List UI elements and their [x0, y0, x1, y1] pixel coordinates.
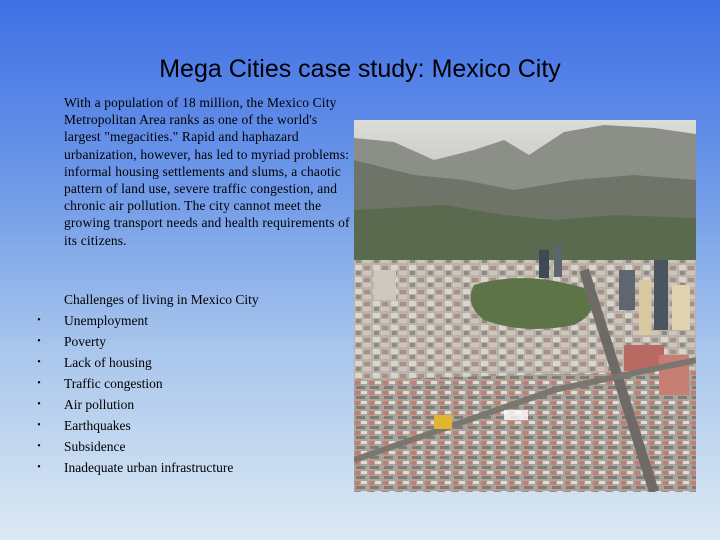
bullet-icon: • [37, 378, 41, 389]
challenge-label: Earthquakes [64, 418, 131, 433]
challenges-heading: Challenges of living in Mexico City [64, 292, 259, 307]
challenge-item [34, 459, 233, 480]
bullet-icon: • [37, 315, 41, 326]
bullet-icon: • [37, 399, 41, 410]
bullet-icon: • [37, 336, 41, 347]
challenge-item [34, 354, 233, 375]
challenges-list [34, 312, 233, 480]
intro-paragraph: With a population of 18 million, the Mexico City Metropolitan Area ranks as one of the world's largest "megacities." Rapid and haphazard urbanization, however, has led to myriad problems: informal housing settlements and slums, a chaotic pattern of land use, severe traffic congestion, and chronic air pollution. The city cannot meet the growing transport needs and health requirements of its citizens. [64, 95, 350, 248]
challenge-item [34, 333, 233, 354]
challenge-item [34, 375, 233, 396]
challenge-label: Subsidence [64, 439, 126, 454]
bullet-icon: • [37, 462, 41, 473]
mexico-city-aerial-photo [354, 120, 696, 492]
challenge-item [34, 396, 233, 417]
challenge-label: Unemployment [64, 313, 148, 328]
challenge-label: Inadequate urban infrastructure [64, 460, 234, 475]
challenge-item [34, 438, 233, 459]
challenge-item [34, 417, 233, 438]
challenge-item [34, 312, 233, 333]
challenge-label: Air pollution [64, 397, 135, 412]
challenge-label: Poverty [64, 334, 106, 349]
slide-title: Mega Cities case study: Mexico City [159, 55, 561, 83]
bullet-icon: • [37, 441, 41, 452]
challenge-label: Traffic congestion [64, 376, 163, 391]
challenge-label: Lack of housing [64, 355, 152, 370]
bullet-icon: • [37, 420, 41, 431]
bullet-icon: • [37, 357, 41, 368]
